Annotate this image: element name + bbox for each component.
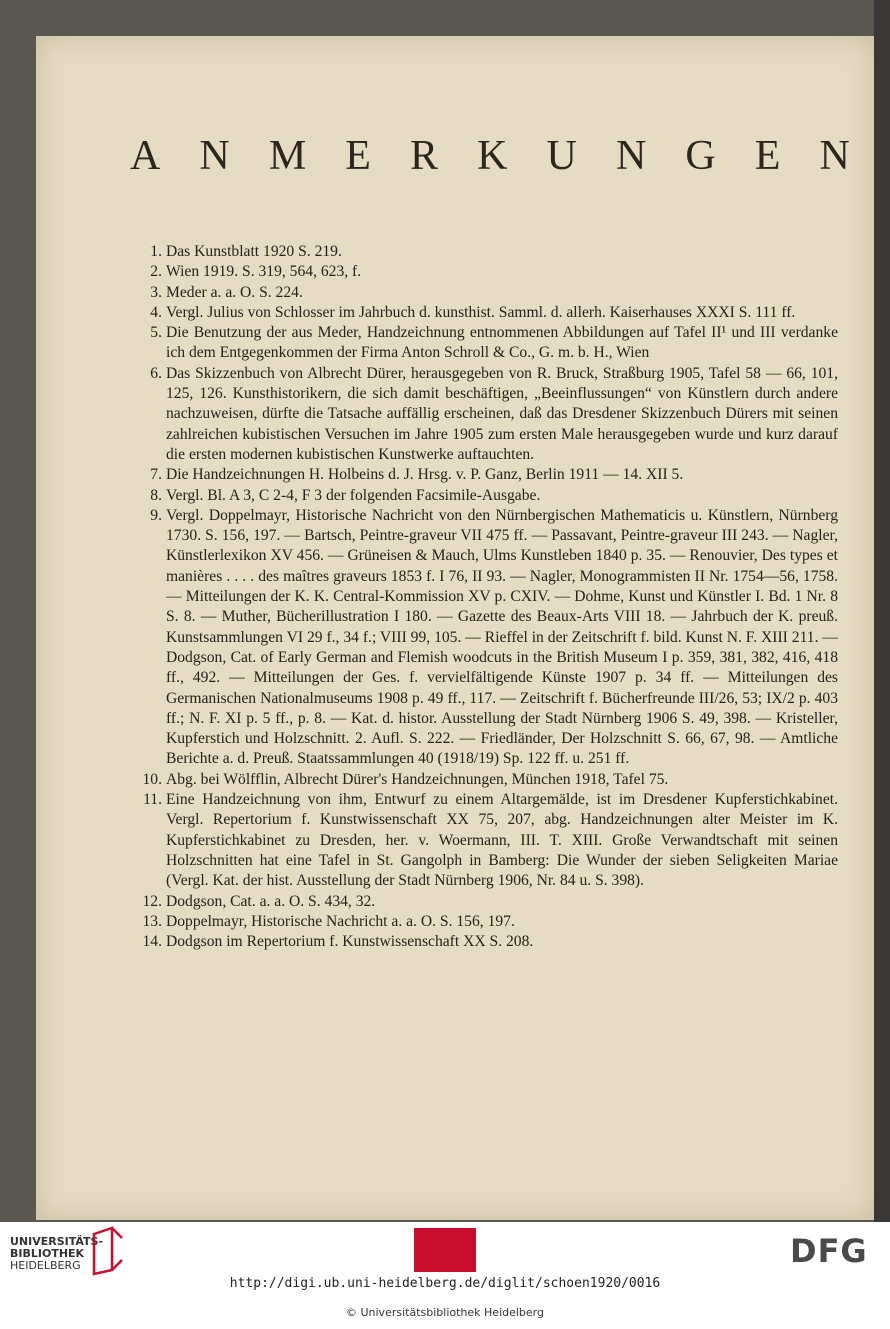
note-text: Dodgson, Cat. a. a. O. S. 434, 32. bbox=[166, 892, 376, 910]
note-text: Eine Handzeichnung von ihm, Entwurf zu einem Altargemälde, ist im Dresdener Kupferstichkabinet. Vergl. Repertorium f. Kunstwissenschaft XX 75, 207, abg. Handzeichnungen alter Meister im K. Kupferstichkabinet zu Dresden, her. v. Woermann, III. T. XIII. Große Verwandtschaft mit seinen Holzschnitten hat eine Tafel in St. Gangolph in Bamberg: Die Wunder der sieben Seligkeiten Mariae (Vergl. Kat. der hist. Ausstellung der Stadt Nürnberg 1906, Nr. 84 u. S. 398). bbox=[166, 791, 838, 890]
library-mark-icon bbox=[90, 1226, 126, 1276]
note-item bbox=[138, 770, 838, 790]
note-number: 11. bbox=[143, 791, 162, 809]
note-item bbox=[138, 262, 838, 282]
note-number: 12. bbox=[142, 892, 162, 910]
heading-letter: N bbox=[819, 133, 850, 179]
note-text: Doppelmayr, Historische Nachricht a. a. O. S. 156, 197. bbox=[166, 912, 515, 930]
library-name-line3: HEIDELBERG bbox=[10, 1259, 81, 1272]
note-text: Das Skizzenbuch von Albrecht Dürer, herausgegeben von R. Bruck, Straßburg 1905, Tafel 58 — 66, 101, 125, 126. Kunsthistorikern, die sich damit beschäftigen, „Beeinflussungen“ von Künstlern durch andere nachzuweisen, dürfte die Tatsache auffällig erscheinen, daß das Dresdener Skizzenbuch Dürers mit seinen zahlreichen kubistischen Versuchen im Jahre 1905 zum ersten Male herausgegeben wurde und kurz darauf die ersten modernen kubistischen Kunstwerke auftauchten. bbox=[166, 364, 838, 463]
note-item bbox=[138, 303, 838, 323]
note-number: 9. bbox=[150, 506, 162, 524]
heading-letter: G bbox=[685, 133, 716, 179]
note-number: 4. bbox=[150, 303, 162, 321]
note-number: 8. bbox=[150, 486, 162, 504]
note-text: Das Kunstblatt 1920 S. 219. bbox=[166, 243, 342, 260]
heading-letter: E bbox=[345, 133, 371, 179]
note-item bbox=[138, 932, 838, 952]
note-text: Vergl. Julius von Schlosser im Jahrbuch d. kunsthist. Samml. d. allerh. Kaiserhauses XXXI S. 111 ff. bbox=[166, 303, 796, 321]
note-item bbox=[138, 892, 838, 912]
note-number: 1. bbox=[150, 243, 162, 260]
note-item bbox=[138, 283, 838, 303]
note-item bbox=[138, 323, 838, 364]
note-number: 7. bbox=[150, 466, 162, 484]
note-item bbox=[138, 912, 838, 932]
library-name-line2: BIBLIOTHEK bbox=[10, 1247, 85, 1260]
note-item bbox=[138, 506, 838, 770]
note-text: Vergl. Doppelmayr, Historische Nachricht von den Nürnbergischen Mathematicis u. Künstlern, Nürnberg 1730. S. 156, 197. — Bartsch, Peintre-graveur VII 475 ff. — Passavant, Peintre-graveur III 243. — Nagler, Künstlerlexikon XV 456. — Grüneisen & Mauch, Ulms Kunstleben 1840 p. 35. — Renouvier, Des types et manières . . . . des maîtres graveurs 1853 f. I 76, II 93. — Nagler, Monogrammisten II Nr. 1754—56, 1758. — Mitteilungen der K. K. Central-Kommission XV p. CXIV. — Dohme, Kunst und Künstler I. Bd. 1 Nr. 8 S. 8. — Muther, Bücherillustration I 180. — Gazette des Beaux-Arts VIII 18. — Jahrbuch der K. preuß. Kunstsammlungen VI 29 f., 34 f.; VIII 99, 105. — Rieffel in der Zeitschrift f. bild. Kunst N. F. XIII 211. — Dodgson, Cat. of Early German and Flemish woodcuts in the British Museum I p. 359, 381, 382, 416, 418 ff., 492. — Mitteilungen der Ges. f. vervielfältigende Künste 1907 p. 34 ff. — Mitteilungen des Germanischen Nationalmuseums 1908 p. 49 ff., 117. — Zeitschrift f. Bücherfreunde III/26, 53; IX/2 p. 403 ff.; N. F. XI p. 5 ff., p. 8. — Kat. d. histor. Ausstellung der Stadt Nürnberg 1906 S. 49, 398. — Kristeller, Kupferstich und Holzschnitt. 2. Aufl. S. 222. — Friedländer, Der Holzschnitt S. 66, 67, 98. — Amtliche Berichte a. d. Preuß. Staatssammlungen 40 (1918/19) Sp. 122 ff. u. 251 ff. bbox=[166, 506, 838, 768]
heading-letter: R bbox=[410, 133, 439, 179]
note-number: 5. bbox=[150, 324, 162, 342]
note-number: 14. bbox=[142, 933, 162, 951]
heading-letter: N bbox=[199, 133, 230, 179]
scan-edge bbox=[874, 0, 890, 1222]
note-item bbox=[138, 364, 838, 465]
note-text: Dodgson im Repertorium f. Kunstwissenschaft XX S. 208. bbox=[166, 933, 534, 951]
note-number: 3. bbox=[150, 283, 162, 301]
notes-list bbox=[138, 242, 838, 952]
note-number: 6. bbox=[150, 364, 162, 382]
heading-letter: K bbox=[477, 133, 508, 179]
note-number: 10. bbox=[142, 770, 162, 788]
heading-letter: N bbox=[615, 133, 647, 179]
project-badge-icon[interactable] bbox=[414, 1228, 476, 1272]
heading-letter: E bbox=[754, 133, 781, 179]
page-heading bbox=[130, 132, 850, 180]
note-item bbox=[138, 486, 838, 506]
note-text: Wien 1919. S. 319, 564, 623, f. bbox=[166, 263, 362, 281]
copyright-notice: © Universitätsbibliothek Heidelberg bbox=[345, 1306, 544, 1319]
note-item bbox=[138, 242, 838, 262]
note-item bbox=[138, 790, 838, 891]
note-text: Abg. bei Wölfflin, Albrecht Dürer's Handzeichnungen, München 1918, Tafel 75. bbox=[166, 770, 669, 788]
note-number: 2. bbox=[150, 263, 162, 281]
heading-letter: M bbox=[268, 133, 307, 179]
dfg-logo[interactable]: DFG bbox=[790, 1232, 868, 1270]
note-number: 13. bbox=[142, 912, 162, 930]
note-text: Vergl. Bl. A 3, C 2-4, F 3 der folgenden Facsimile-Ausgabe. bbox=[166, 486, 541, 504]
heading-letter: A bbox=[130, 133, 161, 179]
note-item bbox=[138, 465, 838, 485]
permalink[interactable]: http://digi.ub.uni-heidelberg.de/diglit/schoen1920/0016 bbox=[229, 1276, 661, 1291]
heading-letter: U bbox=[546, 133, 577, 179]
note-text: Die Handzeichnungen H. Holbeins d. J. Hrsg. v. P. Ganz, Berlin 1911 — 14. XII 5. bbox=[166, 466, 684, 484]
library-name-line1: UNIVERSITÄTS- bbox=[10, 1235, 104, 1248]
note-text: Die Benutzung der aus Meder, Handzeichnung entnommenen Abbildungen auf Tafel II¹ und III verdanke ich dem Entgegenkommen der Firma Anton Schroll & Co., G. m. b. H., Wien bbox=[166, 324, 838, 362]
note-text: Meder a. a. O. S. 224. bbox=[166, 283, 303, 301]
